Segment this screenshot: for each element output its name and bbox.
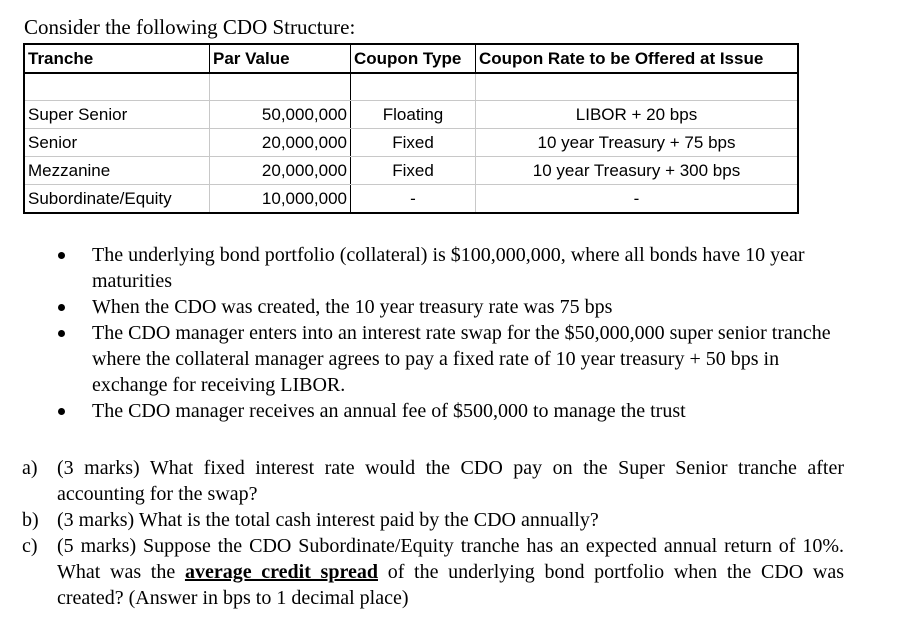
table-spacer-row	[24, 73, 798, 101]
question-list	[22, 455, 844, 611]
coupon-type-cell: -	[351, 185, 476, 214]
question-emphasis: average credit spread	[184, 561, 378, 583]
assumption-list	[52, 242, 842, 424]
par-value-cell: 20,000,000	[210, 129, 351, 157]
question-a	[22, 455, 844, 507]
list-item-text: When the CDO was created, the 10 year treasury rate was 75 bps	[92, 296, 613, 318]
coupon-type-cell: Floating	[351, 101, 476, 129]
header-par-value: Par Value	[210, 44, 351, 73]
table-row	[24, 185, 798, 214]
header-coupon-rate: Coupon Rate to be Offered at Issue	[476, 44, 799, 73]
table-row	[24, 129, 798, 157]
bullet-icon	[58, 408, 65, 415]
table-row	[24, 101, 798, 129]
coupon-type-cell: Fixed	[351, 129, 476, 157]
list-item-text: The CDO manager enters into an interest rate swap for the $50,000,000 super senior tranche where the collateral manager agrees to pay a fixed rate of 10 year treasury + 50 bps in exchange for receiving LIBOR.	[92, 322, 831, 396]
question-label: a)	[22, 457, 38, 479]
question-label: b)	[22, 509, 39, 531]
bullet-icon	[58, 330, 65, 337]
intro-text: Consider the following CDO Structure:	[24, 15, 356, 39]
question-b	[22, 507, 844, 533]
tranche-cell: Mezzanine	[24, 157, 210, 185]
question-text-before: (5 marks) Suppose the CDO Subordinate/Equity tranche has an expected annual return of 10%. What was the	[57, 535, 844, 583]
tranche-cell: Super Senior	[24, 101, 210, 129]
header-tranche: Tranche	[24, 44, 210, 73]
list-item	[52, 242, 842, 294]
list-item	[52, 398, 842, 424]
par-value-cell: 50,000,000	[210, 101, 351, 129]
bullet-icon	[58, 304, 65, 311]
coupon-rate-cell: LIBOR + 20 bps	[476, 101, 799, 129]
table-row	[24, 157, 798, 185]
table-header-row	[24, 44, 798, 73]
list-item-text: The CDO manager receives an annual fee of $500,000 to manage the trust	[92, 400, 686, 422]
tranche-cell: Senior	[24, 129, 210, 157]
question-text: (3 marks) What is the total cash interest paid by the CDO annually?	[57, 509, 599, 531]
list-item-text: The underlying bond portfolio (collateral) is $100,000,000, where all bonds have 10 year maturities	[92, 244, 805, 292]
coupon-rate-cell: -	[476, 185, 799, 214]
bullet-icon	[58, 252, 65, 259]
question-label: c)	[22, 535, 38, 557]
coupon-type-cell: Fixed	[351, 157, 476, 185]
tranche-cell: Subordinate/Equity	[24, 185, 210, 214]
list-item	[52, 320, 842, 398]
par-value-cell: 20,000,000	[210, 157, 351, 185]
coupon-rate-cell: 10 year Treasury + 300 bps	[476, 157, 799, 185]
par-value-cell: 10,000,000	[210, 185, 351, 214]
cdo-structure-table	[23, 43, 799, 214]
question-text-after: of the underlying bond portfolio when the CDO was created? (Answer in bps to 1 decimal place)	[57, 561, 845, 609]
question-text: (3 marks) What fixed interest rate would the CDO pay on the Super Senior tranche after accounting for the swap?	[57, 457, 844, 505]
header-coupon-type: Coupon Type	[351, 44, 476, 73]
list-item	[52, 294, 842, 320]
question-c	[22, 533, 844, 611]
coupon-rate-cell: 10 year Treasury + 75 bps	[476, 129, 799, 157]
